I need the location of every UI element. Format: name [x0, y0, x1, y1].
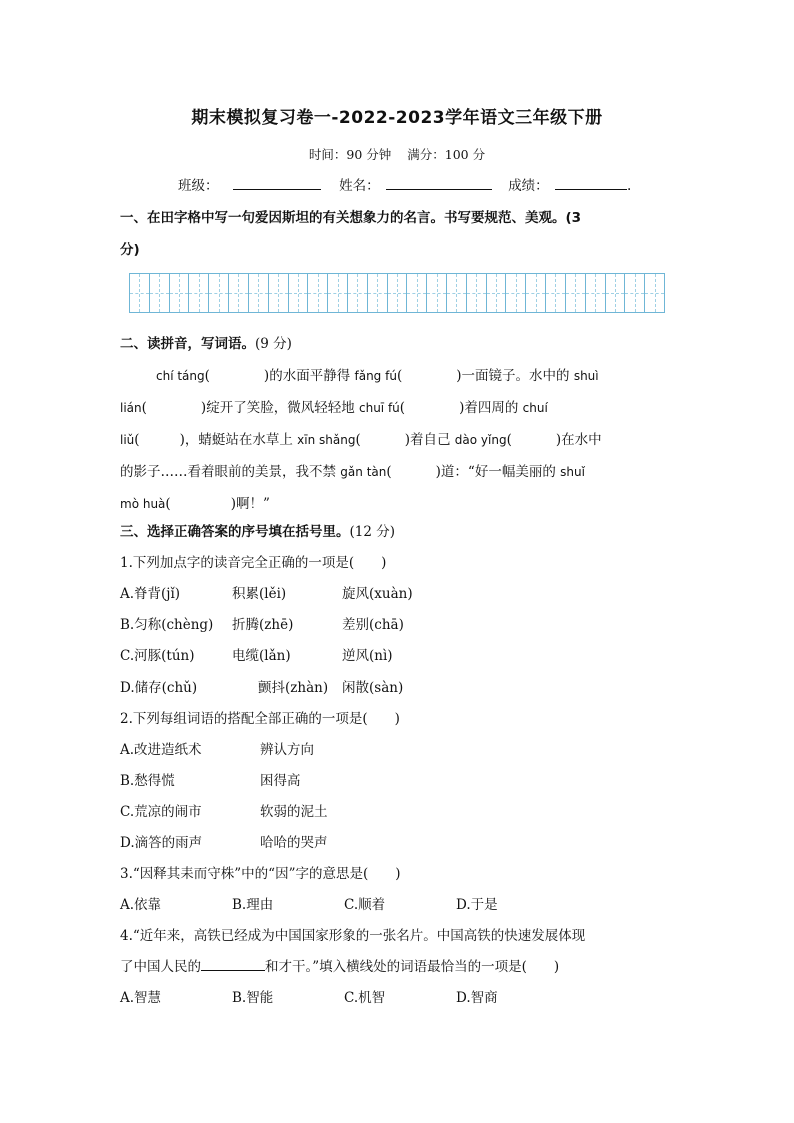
q3-options [120, 893, 680, 913]
pinyin-line-4 [120, 460, 680, 480]
tianzige-cell[interactable] [447, 274, 467, 312]
pinyin-xinshang: xīn shǎng [297, 433, 356, 447]
paren-close: ) [404, 432, 410, 448]
text-fragment: 了中国人民的 [120, 959, 201, 975]
q3-option-d[interactable]: D.于是 [456, 897, 498, 913]
option-text: B.匀称(chèng) [120, 617, 214, 633]
text-fragment: 绽开了笑脸，微风轻轻地 [206, 400, 355, 416]
pinyin-mohua: mò huà [120, 497, 166, 511]
text-fragment: 啊！” [235, 496, 270, 512]
section3-heading [120, 520, 680, 540]
option-text: 辨认方向 [260, 742, 314, 758]
paren-open: ( [134, 432, 140, 448]
question-3: 3.“因释其耒而守株”中的“因”字的意思是( ) [120, 866, 401, 882]
class-label: 班级： [178, 178, 219, 194]
option-text: C.荒凉的闹市 [120, 804, 202, 820]
paren-close: ) [200, 400, 207, 416]
option-text: A.脊背(jǐ) [120, 586, 181, 602]
paren-open: ( [141, 400, 147, 416]
tianzige-cell[interactable] [209, 274, 229, 312]
paren-close: ) [456, 368, 462, 384]
tianzige-cell[interactable] [487, 274, 507, 312]
option-text: 差别(chā) [342, 617, 404, 633]
tianzige-cell[interactable] [566, 274, 586, 312]
q3-option-c[interactable]: C.顺着 [344, 897, 386, 913]
paren-open: ( [506, 432, 512, 448]
paren-close: ) [263, 368, 270, 384]
option-text: 逆风(nì) [342, 648, 393, 664]
option-text: 哈哈的哭声 [260, 835, 328, 851]
tianzige-cell[interactable] [546, 274, 566, 312]
option-text: 颤抖(zhàn) [258, 680, 329, 696]
pinyin-chitang: chí táng [156, 369, 205, 383]
paren-close: ) [435, 464, 441, 480]
section2-heading [120, 332, 680, 352]
q2-option-d[interactable] [120, 831, 680, 851]
tianzige-cell[interactable] [328, 274, 348, 312]
tianzige-grid[interactable] [129, 273, 665, 313]
pinyin-line-5 [120, 492, 680, 512]
tianzige-cell[interactable] [189, 274, 209, 312]
info-end: . [626, 178, 632, 194]
section1-heading-cont: 分) [120, 242, 140, 258]
q4-option-a[interactable]: A.智慧 [120, 990, 162, 1006]
tianzige-cell[interactable] [467, 274, 487, 312]
question-4-line-1: 4.“近年来，高铁已经成为中国国家形象的一张名片。中国高铁的快速发展体现 [120, 928, 586, 944]
pinyin-shui: shuì [573, 369, 599, 383]
text-fragment: 一面镜子。水中的 [461, 368, 570, 384]
pinyin-daoying: dào yǐng [454, 433, 507, 447]
text-fragment: 着四周的 [464, 400, 519, 416]
grade-blank[interactable] [555, 177, 627, 190]
text-fragment: 和才干。”填入横线处的词语最恰当的一项是( ) [265, 959, 560, 975]
paren-close: ) [555, 432, 562, 448]
tianzige-cell[interactable] [526, 274, 546, 312]
paren-open: ( [355, 432, 361, 448]
q1-option-c[interactable] [120, 644, 680, 664]
section2-score: (9 分) [255, 336, 292, 352]
text-fragment: 着自己 [410, 432, 451, 448]
option-text: 折腾(zhē) [232, 617, 294, 633]
q4-option-b[interactable]: B.智能 [232, 990, 274, 1006]
option-text: C.河豚(tún) [120, 648, 195, 664]
pinyin-lian: lián [120, 401, 142, 415]
q4-fill-blank[interactable] [201, 958, 265, 971]
text-fragment: 的水面平静得 [269, 368, 351, 384]
option-text: A.改进造纸术 [120, 742, 202, 758]
pinyin-gantan: gǎn tàn [340, 465, 387, 479]
name-label: 姓名： [339, 178, 380, 194]
tianzige-cell[interactable] [170, 274, 190, 312]
exam-time: 时间：90 分钟 [308, 147, 392, 162]
student-info-row [178, 174, 631, 194]
tianzige-cell[interactable] [249, 274, 269, 312]
text-fragment: 在水中 [561, 432, 602, 448]
q4-option-c[interactable]: C.机智 [344, 990, 386, 1006]
q4-options [120, 986, 680, 1006]
pinyin-chui: chuí [522, 401, 548, 415]
option-text: 旋风(xuàn) [342, 586, 413, 602]
option-text: 软弱的泥土 [260, 804, 328, 820]
tianzige-cell[interactable] [606, 274, 626, 312]
option-text: 闲散(sàn) [342, 680, 404, 696]
paren-close: ) [459, 400, 465, 416]
option-text: D.储存(chǔ) [120, 680, 198, 696]
tianzige-cell[interactable] [368, 274, 388, 312]
q2-option-b[interactable] [120, 769, 680, 789]
tianzige-cell[interactable] [130, 274, 150, 312]
option-text: B.愁得慌 [120, 773, 175, 789]
tianzige-cell[interactable] [407, 274, 427, 312]
name-blank[interactable] [386, 177, 492, 190]
paren-open: ( [399, 400, 406, 416]
section3-score: (12 分) [349, 524, 396, 540]
q3-option-b[interactable]: B.理由 [232, 897, 274, 913]
q1-option-a[interactable] [120, 582, 680, 602]
tianzige-cell[interactable] [150, 274, 170, 312]
grade-label: 成绩： [508, 178, 549, 194]
pinyin-chuifu: chuī fú [359, 401, 400, 415]
q1-option-b[interactable] [120, 613, 680, 633]
q1-option-d[interactable] [120, 676, 680, 696]
text-fragment: 道：“好一幅美丽的 [440, 464, 556, 480]
tianzige-cell[interactable] [388, 274, 408, 312]
pinyin-liu: liǔ [120, 433, 135, 447]
text-fragment: ，蜻蜓站在水草上 [184, 432, 293, 448]
section1-heading: 一、在田字格中写一句爱因斯坦的有关想象力的名言。书写要规范、美观。(3 [120, 210, 582, 226]
paren-open: ( [386, 464, 392, 480]
question-1: 1.下列加点字的读音完全正确的一项是( ) [120, 555, 387, 571]
q3-option-a[interactable]: A.依靠 [120, 897, 162, 913]
exam-meta [0, 145, 794, 163]
option-text: 困得高 [260, 773, 301, 789]
text-fragment: 的影子……看着眼前的美景，我不禁 [120, 464, 336, 480]
q2-option-a[interactable] [120, 738, 680, 758]
tianzige-cell[interactable] [348, 274, 368, 312]
tianzige-cell[interactable] [229, 274, 249, 312]
tianzige-cell[interactable] [625, 274, 645, 312]
pinyin-shui2: shuǐ [560, 465, 585, 479]
paren-close: ) [179, 432, 185, 448]
q2-option-c[interactable] [120, 800, 680, 820]
tianzige-cell[interactable] [308, 274, 328, 312]
option-text: 积累(lěi) [232, 586, 287, 602]
section3-title: 三、选择正确答案的序号填在括号里。 [120, 524, 350, 540]
paren-open: ( [165, 496, 171, 512]
question-2: 2.下列每组词语的搭配全部正确的一项是( ) [120, 711, 400, 727]
pinyin-line-2 [120, 396, 680, 416]
q4-option-d[interactable]: D.智商 [456, 990, 498, 1006]
tianzige-cell[interactable] [586, 274, 606, 312]
page-title: 期末模拟复习卷一-2022-2023学年语文三年级下册 [191, 108, 603, 128]
paren-close: ) [230, 496, 236, 512]
pinyin-fangfu: fǎng fú [354, 369, 397, 383]
tianzige-cell[interactable] [506, 274, 526, 312]
pinyin-line-3 [120, 428, 680, 448]
section2-title: 二、读拼音，写词语。 [120, 336, 255, 352]
tianzige-cell[interactable] [289, 274, 309, 312]
tianzige-cell[interactable] [269, 274, 289, 312]
option-text: 电缆(lǎn) [232, 648, 291, 664]
paren-open: ( [396, 368, 403, 384]
pinyin-line-1 [156, 364, 680, 384]
paren-open: ( [204, 368, 210, 384]
question-4-line-2 [120, 955, 680, 975]
option-text: D.滴答的雨声 [120, 835, 203, 851]
tianzige-cell[interactable] [645, 274, 664, 312]
tianzige-cell[interactable] [427, 274, 447, 312]
exam-total-score: 满分：100 分 [407, 147, 486, 162]
class-blank[interactable] [233, 177, 321, 190]
